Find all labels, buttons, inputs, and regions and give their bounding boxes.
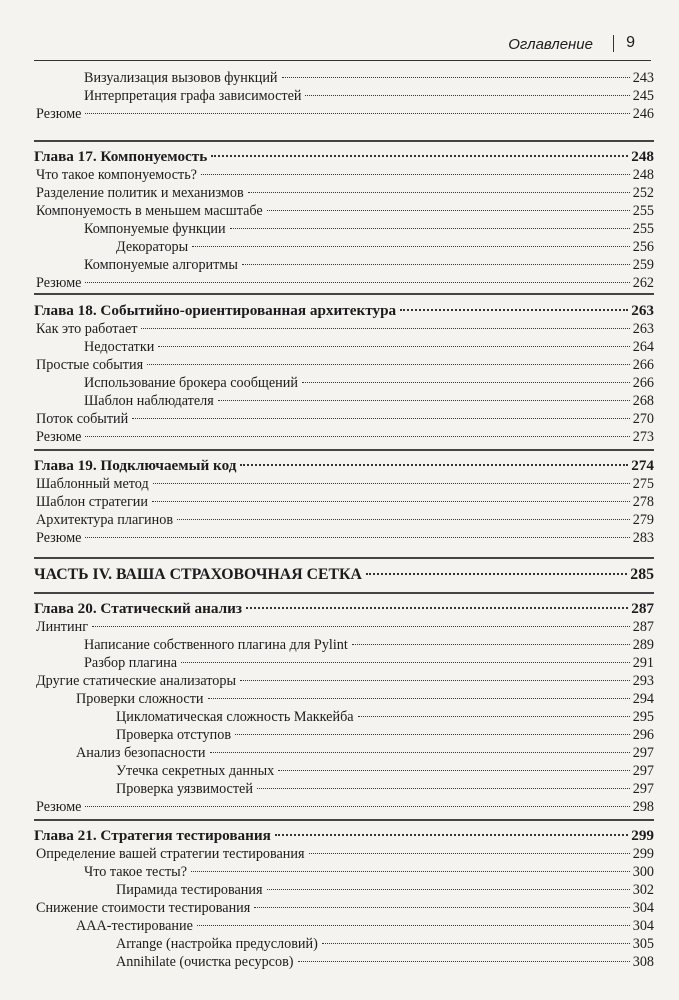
toc-entry — [76, 690, 654, 708]
toc-chapter — [34, 600, 654, 618]
toc-entry — [116, 726, 654, 744]
toc-chapter — [34, 827, 654, 845]
toc-entry — [36, 105, 654, 123]
toc-entry-page: 268 — [632, 393, 654, 409]
toc-chapter — [34, 457, 654, 475]
toc-entry-title: Шаблон стратегии — [36, 494, 148, 510]
dot-leader — [240, 464, 628, 466]
toc-entry — [36, 166, 654, 184]
dot-leader — [248, 192, 630, 193]
toc-entry-page: 246 — [632, 106, 654, 122]
toc-entry-page: 264 — [632, 339, 654, 355]
toc-entry-page: 262 — [632, 275, 654, 291]
header-separator — [613, 35, 615, 52]
dot-leader — [366, 573, 627, 575]
toc-entry-page: 304 — [632, 900, 654, 916]
toc-entry — [36, 529, 654, 547]
toc-entry — [84, 338, 654, 356]
toc-entry-page: 273 — [632, 429, 654, 445]
toc-entry-title: Анализ безопасности — [76, 745, 206, 761]
toc-entry-title: Резюме — [36, 275, 82, 291]
dot-leader — [210, 752, 630, 753]
toc-entry-title: Разделение политик и механизмов — [36, 185, 244, 201]
dot-leader — [191, 871, 630, 872]
dot-leader — [158, 346, 629, 347]
toc-entry-title: Недостатки — [84, 339, 155, 355]
dot-leader — [322, 943, 630, 944]
dot-leader — [152, 501, 630, 502]
dot-leader — [181, 662, 630, 663]
toc-entry-page: 305 — [632, 936, 654, 952]
toc-entry-title: Определение вашей стратегии тестирования — [36, 846, 305, 862]
toc-entry — [84, 256, 654, 274]
toc-entry-page: 289 — [632, 637, 654, 653]
toc-entry-page: 296 — [632, 727, 654, 743]
dot-leader — [267, 210, 630, 211]
toc-entry-title: Резюме — [36, 429, 82, 445]
toc-entry — [36, 428, 654, 446]
toc-entry-title: Разбор плагина — [84, 655, 178, 671]
toc-entry-page: 263 — [632, 321, 654, 337]
toc-entry — [84, 87, 654, 105]
dot-leader — [254, 907, 629, 908]
toc-entry — [36, 475, 654, 493]
toc-entry — [36, 511, 654, 529]
toc-entry-page: 270 — [632, 411, 654, 427]
dot-leader — [302, 382, 630, 383]
toc-entry — [116, 935, 654, 953]
toc-entry-page: 291 — [632, 655, 654, 671]
toc-entry — [84, 220, 654, 238]
section-rule — [34, 140, 654, 142]
dot-leader — [235, 734, 630, 735]
running-header-title: Оглавление — [508, 36, 593, 53]
toc-entry-page: 298 — [632, 799, 654, 815]
toc-entry-title: Глава 21. Стратегия тестирования — [34, 827, 271, 844]
toc-entry — [116, 780, 654, 798]
toc-entry-title: Что такое компонуемость? — [36, 167, 197, 183]
page-number: 9 — [626, 34, 635, 51]
dot-leader — [267, 889, 630, 890]
toc-entry-page: 297 — [632, 781, 654, 797]
toc-chapter — [34, 302, 654, 320]
toc-entry — [36, 356, 654, 374]
toc-entry-page: 287 — [631, 600, 654, 617]
toc-entry-title: Простые события — [36, 357, 144, 373]
toc-entry — [36, 410, 654, 428]
toc-entry-title: Проверки сложности — [76, 691, 204, 707]
dot-leader — [246, 607, 628, 609]
dot-leader — [257, 788, 630, 789]
toc-entry — [36, 320, 654, 338]
toc-entry-title: Резюме — [36, 106, 82, 122]
toc-entry-title: Компонуемость в меньшем масштабе — [36, 203, 263, 219]
toc-entry-title: Пирамида тестирования — [116, 882, 263, 898]
toc-entry — [84, 863, 654, 881]
toc-entry — [84, 392, 654, 410]
toc-entry-page: 283 — [632, 530, 654, 546]
toc-entry-page: 279 — [632, 512, 654, 528]
toc-entry-page: 259 — [632, 257, 654, 273]
toc-entry-title: Архитектура плагинов — [36, 512, 174, 528]
section-rule — [34, 557, 654, 559]
toc-entry — [36, 202, 654, 220]
toc-entry — [84, 374, 654, 392]
toc-entry-page: 278 — [632, 494, 654, 510]
toc-entry — [36, 618, 654, 636]
dot-leader — [132, 418, 629, 419]
toc-entry-page: 300 — [632, 864, 654, 880]
toc-part — [34, 566, 654, 584]
dot-leader — [218, 400, 630, 401]
toc-entry — [116, 762, 654, 780]
toc-entry-page: 275 — [632, 476, 654, 492]
toc-entry-page: 294 — [632, 691, 654, 707]
toc-entry-title: Компонуемые функции — [84, 221, 226, 237]
toc-entry — [36, 899, 654, 917]
dot-leader — [309, 853, 630, 854]
toc-entry-page: 248 — [631, 148, 654, 165]
dot-leader — [177, 519, 630, 520]
section-rule — [34, 592, 654, 594]
toc-entry-title: Визуализация вызовов функций — [84, 70, 278, 86]
toc-entry-page: 255 — [632, 221, 654, 237]
dot-leader — [211, 155, 628, 157]
toc-entry-title: Глава 17. Компонуемость — [34, 148, 208, 165]
dot-leader — [153, 483, 630, 484]
toc-entry-title: Глава 19. Подключаемый код — [34, 457, 237, 474]
toc-entry — [84, 654, 654, 672]
toc-entry-page: 295 — [632, 709, 654, 725]
toc-entry-page: 248 — [632, 167, 654, 183]
dot-leader — [147, 364, 630, 365]
toc-entry-page: 255 — [632, 203, 654, 219]
dot-leader — [242, 264, 630, 265]
toc-entry-title: Что такое тесты? — [84, 864, 188, 880]
toc-entry-title: Глава 18. Событийно-ориентированная архитектура — [34, 302, 397, 319]
dot-leader — [92, 626, 630, 627]
toc-entry-page: 252 — [632, 185, 654, 201]
toc-entry-title: Интерпретация графа зависимостей — [84, 88, 302, 104]
toc-entry-page: 299 — [632, 846, 654, 862]
toc-entry — [36, 672, 654, 690]
toc-entry-page: 245 — [632, 88, 654, 104]
toc-entry-page: 266 — [632, 357, 654, 373]
dot-leader — [352, 644, 630, 645]
dot-leader — [85, 282, 629, 283]
toc-entry-title: Annihilate (очистка ресурсов) — [116, 954, 294, 970]
dot-leader — [85, 436, 629, 437]
toc-entry-page: 308 — [632, 954, 654, 970]
dot-leader — [358, 716, 630, 717]
toc-entry-title: Использование брокера сообщений — [84, 375, 298, 391]
toc-entry-title: Проверка отступов — [116, 727, 232, 743]
dot-leader — [275, 834, 628, 836]
toc-entry — [116, 953, 654, 971]
dot-leader — [208, 698, 630, 699]
toc-entry — [36, 493, 654, 511]
toc-entry — [116, 708, 654, 726]
toc-entry-title: Снижение стоимости тестирования — [36, 900, 251, 916]
toc-entry-title: Утечка секретных данных — [116, 763, 275, 779]
section-rule — [34, 819, 654, 821]
toc-entry-page: 266 — [632, 375, 654, 391]
toc-entry — [76, 744, 654, 762]
dot-leader — [85, 537, 629, 538]
dot-leader — [201, 174, 630, 175]
section-rule — [34, 449, 654, 451]
toc-entry-page: 304 — [632, 918, 654, 934]
toc-entry-title: Резюме — [36, 530, 82, 546]
toc-entry-page: 287 — [632, 619, 654, 635]
toc-entry — [76, 917, 654, 935]
toc-entry-title: Arrange (настройка предусловий) — [116, 936, 318, 952]
toc-entry — [36, 274, 654, 292]
toc-entry-title: Проверка уязвимостей — [116, 781, 253, 797]
toc-entry-title: Шаблон наблюдателя — [84, 393, 214, 409]
dot-leader — [240, 680, 630, 681]
dot-leader — [192, 246, 630, 247]
toc-entry-title: Резюме — [36, 799, 82, 815]
toc-entry-title: Цикломатическая сложность Маккейба — [116, 709, 354, 725]
toc-entry — [116, 238, 654, 256]
toc-entry-title: Как это работает — [36, 321, 138, 337]
dot-leader — [141, 328, 629, 329]
toc-entry-page: 285 — [630, 566, 654, 583]
running-header — [34, 26, 651, 61]
dot-leader — [298, 961, 630, 962]
toc-entry-page: 297 — [632, 763, 654, 779]
dot-leader — [282, 77, 630, 78]
toc-entry-page: 297 — [632, 745, 654, 761]
toc-entry — [36, 845, 654, 863]
dot-leader — [278, 770, 630, 771]
toc-entry-title: Компонуемые алгоритмы — [84, 257, 238, 273]
toc-entry-page: 299 — [631, 827, 654, 844]
toc-entry — [36, 184, 654, 202]
dot-leader — [305, 95, 629, 96]
toc-entry-title: Написание собственного плагина для Pylint — [84, 637, 348, 653]
section-rule — [34, 293, 654, 295]
toc-entry — [36, 798, 654, 816]
toc-entry — [84, 69, 654, 87]
toc-entry-title: ЧАСТЬ IV. ВАША СТРАХОВОЧНАЯ СЕТКА — [34, 566, 362, 583]
toc-entry-page: 256 — [632, 239, 654, 255]
toc-entry-page: 302 — [632, 882, 654, 898]
toc-entry-title: Декораторы — [116, 239, 189, 255]
toc-entry-page: 274 — [631, 457, 654, 474]
dot-leader — [197, 925, 630, 926]
dot-leader — [400, 309, 628, 311]
toc-entry-page: 243 — [632, 70, 654, 86]
toc-entry-title: Поток событий — [36, 411, 129, 427]
toc-entry-title: Глава 20. Статический анализ — [34, 600, 242, 617]
toc-entry-title: Другие статические анализаторы — [36, 673, 236, 689]
toc-entry-title: AAA-тестирование — [76, 918, 193, 934]
toc-entry — [116, 881, 654, 899]
dot-leader — [85, 113, 629, 114]
toc-entry-page: 293 — [632, 673, 654, 689]
toc-entry-page: 263 — [631, 302, 654, 319]
dot-leader — [85, 806, 629, 807]
toc-entry-title: Линтинг — [36, 619, 89, 635]
dot-leader — [230, 228, 630, 229]
toc-entry-title: Шаблонный метод — [36, 476, 149, 492]
toc-chapter — [34, 148, 654, 166]
toc-entry — [84, 636, 654, 654]
